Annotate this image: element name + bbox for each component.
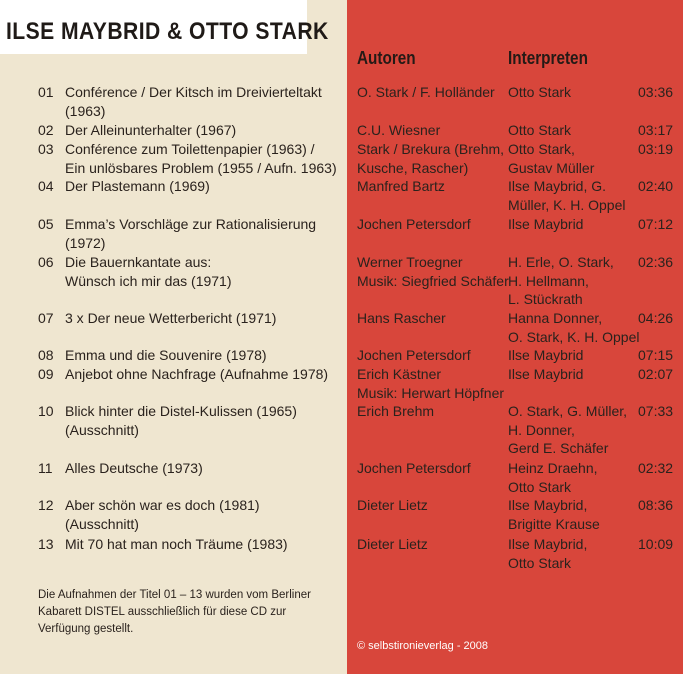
track-authors [357, 177, 445, 196]
track-performers [508, 140, 594, 177]
track-performers-line: O. Stark, G. Müller, [508, 403, 628, 419]
track-authors-line: Dieter Lietz [357, 536, 428, 552]
track-title-line: (Ausschnitt) [65, 421, 139, 438]
track-performers-line: Otto Stark [508, 554, 572, 571]
track-duration: 04:26 [638, 310, 674, 326]
track-number: 06 [38, 254, 54, 270]
track-performers-line: O. Stark, K. H. Oppel [508, 328, 640, 345]
track-performers-line: Otto Stark [508, 478, 572, 495]
track-number: 02 [38, 122, 54, 138]
track-authors-line: Jochen Petersdorf [357, 347, 471, 363]
track-authors [357, 140, 504, 177]
track-performers-line: Gerd E. Schäfer [508, 440, 609, 456]
track-authors-line: Musik: Herwart Höpfner [357, 384, 505, 401]
track-number: 08 [38, 347, 54, 363]
track-performers [508, 346, 583, 365]
track-title [65, 253, 232, 290]
track-authors-line: Manfred Bartz [357, 178, 445, 194]
track-authors-line: Stark / Brekura (Brehm, [357, 141, 505, 157]
track-authors-line: Dieter Lietz [357, 497, 428, 513]
track-duration: 07:15 [638, 347, 674, 363]
track-performers-line: Ilse Maybrid, [508, 536, 588, 552]
track-title [65, 459, 203, 478]
title-banner [0, 0, 329, 54]
track-title-line: (Ausschnitt) [65, 515, 139, 532]
track-title [65, 496, 260, 533]
track-performers [508, 215, 583, 234]
track-number: 01 [38, 84, 54, 100]
track-performers-line: Ilse Maybrid, [508, 497, 588, 513]
track-performers-line: Müller, K. H. Oppel [508, 196, 626, 213]
track-performers-line: H. Erle, O. Stark, [508, 254, 614, 270]
track-performers [508, 121, 571, 140]
track-number: 04 [38, 178, 54, 194]
track-title-line: Conférence zum Toilettenpapier (1963) / [65, 141, 315, 157]
track-number: 13 [38, 536, 54, 552]
track-title-line: Emma’s Vorschläge zur Rationalisierung [65, 216, 317, 232]
track-performers [508, 496, 600, 533]
track-performers-line: Brigitte Krause [508, 515, 600, 532]
note-line: Verfügung gestellt. [38, 623, 134, 635]
track-authors-line: Jochen Petersdorf [357, 460, 471, 476]
recording-note [38, 587, 311, 638]
track-title-line: Aber schön war es doch (1981) [65, 497, 260, 513]
track-number: 09 [38, 366, 54, 382]
track-performers [508, 177, 626, 214]
track-authors-line: Jochen Petersdorf [357, 216, 471, 232]
track-title [65, 535, 288, 554]
track-performers [508, 83, 571, 102]
track-title [65, 365, 328, 384]
track-number: 03 [38, 141, 54, 157]
track-authors [357, 309, 446, 328]
track-authors [357, 496, 428, 515]
track-number: 07 [38, 310, 54, 326]
track-duration: 02:32 [638, 460, 674, 476]
track-duration: 03:17 [638, 122, 674, 138]
track-title [65, 83, 322, 120]
track-duration: 02:40 [638, 178, 674, 194]
track-duration: 03:36 [638, 84, 674, 100]
track-performers [508, 402, 627, 458]
track-title-line: Ein unlösbares Problem (1955 / Aufn. 1963) [65, 159, 337, 176]
note-line: Kabarett DISTEL ausschließlich für diese CD zur [38, 606, 287, 618]
track-authors [357, 402, 434, 421]
track-duration: 10:09 [638, 536, 674, 552]
track-performers [508, 459, 598, 496]
track-title [65, 121, 236, 140]
track-performers [508, 309, 640, 346]
track-performers [508, 253, 614, 309]
note-line: Die Aufnahmen der Titel 01 – 13 wurden vom Berliner [38, 589, 311, 601]
track-authors-line: C.U. Wiesner [357, 122, 441, 138]
track-title-line: Der Plastemann (1969) [65, 178, 210, 194]
track-authors [357, 215, 471, 234]
track-title-line: Wünsch ich mir das (1971) [65, 272, 232, 289]
track-duration: 08:36 [638, 497, 674, 513]
track-authors [357, 121, 440, 140]
track-authors [357, 365, 504, 402]
page-title: ILSE MAYBRID & OTTO STARK [6, 18, 329, 45]
track-title [65, 140, 337, 177]
track-authors [357, 346, 471, 365]
track-title-line: Blick hinter die Distel-Kulissen (1965) [65, 403, 297, 419]
track-performers-line: Hanna Donner, [508, 310, 603, 326]
track-title [65, 215, 316, 252]
track-performers-line: Ilse Maybrid, G. [508, 178, 607, 194]
track-performers-line: Heinz Draehn, [508, 460, 598, 476]
track-title-line: Der Alleinunterhalter (1967) [65, 122, 237, 138]
track-title [65, 346, 267, 365]
track-authors-line: Musik: Siegfried Schäfer [357, 272, 509, 289]
track-title [65, 309, 276, 328]
track-performers-line: H. Hellmann, [508, 272, 589, 289]
track-title-line: Conférence / Der Kitsch im Dreivierteltakt [65, 84, 322, 100]
track-performers [508, 365, 583, 384]
track-duration: 07:12 [638, 216, 674, 232]
track-performers-line: Otto Stark [508, 122, 572, 138]
track-performers-line: Otto Stark, [508, 141, 575, 157]
track-title-line: Anjebot ohne Nachfrage (Aufnahme 1978) [65, 366, 329, 382]
track-title-line: (1963) [65, 102, 106, 119]
track-authors-line: Kusche, Rascher) [357, 159, 469, 176]
track-title-line: (1972) [65, 234, 106, 251]
track-authors [357, 535, 428, 554]
track-authors-line: Hans Rascher [357, 310, 446, 326]
track-duration: 02:07 [638, 366, 674, 382]
track-number: 11 [38, 460, 53, 476]
track-authors [357, 253, 509, 290]
track-title [65, 402, 297, 439]
track-title-line: Emma und die Souvenire (1978) [65, 347, 267, 363]
track-performers [508, 535, 587, 572]
performers-column-header: Interpreten [508, 48, 588, 68]
copyright-text: © selbstironieverlag - 2008 [357, 640, 489, 652]
track-performers-line: L. Stückrath [508, 291, 583, 307]
track-performers-line: Ilse Maybrid [508, 347, 584, 363]
track-title-line: 3 x Der neue Wetterbericht (1971) [65, 310, 277, 326]
track-authors [357, 83, 495, 102]
track-performers-line: Gustav Müller [508, 159, 595, 176]
track-performers-line: Ilse Maybrid [508, 366, 584, 382]
track-authors-line: O. Stark / F. Holländer [357, 84, 495, 100]
track-title-line: Mit 70 hat man noch Träume (1983) [65, 536, 288, 552]
track-performers-line: Ilse Maybrid [508, 216, 584, 232]
track-duration: 03:19 [638, 141, 674, 157]
track-authors [357, 459, 471, 478]
track-title [65, 177, 210, 196]
track-duration: 07:33 [638, 403, 674, 419]
track-number: 10 [38, 403, 54, 419]
track-title-line: Alles Deutsche (1973) [65, 460, 203, 476]
track-performers-line: H. Donner, [508, 421, 575, 438]
track-title-line: Die Bauernkantate aus: [65, 254, 212, 270]
track-duration: 02:36 [638, 254, 674, 270]
track-number: 05 [38, 216, 54, 232]
track-authors-line: Werner Troegner [357, 254, 463, 270]
track-number: 12 [38, 497, 54, 513]
authors-column-header: Autoren [357, 48, 416, 68]
track-authors-line: Erich Kästner [357, 366, 442, 382]
track-performers-line: Otto Stark [508, 84, 572, 100]
track-authors-line: Erich Brehm [357, 403, 435, 419]
